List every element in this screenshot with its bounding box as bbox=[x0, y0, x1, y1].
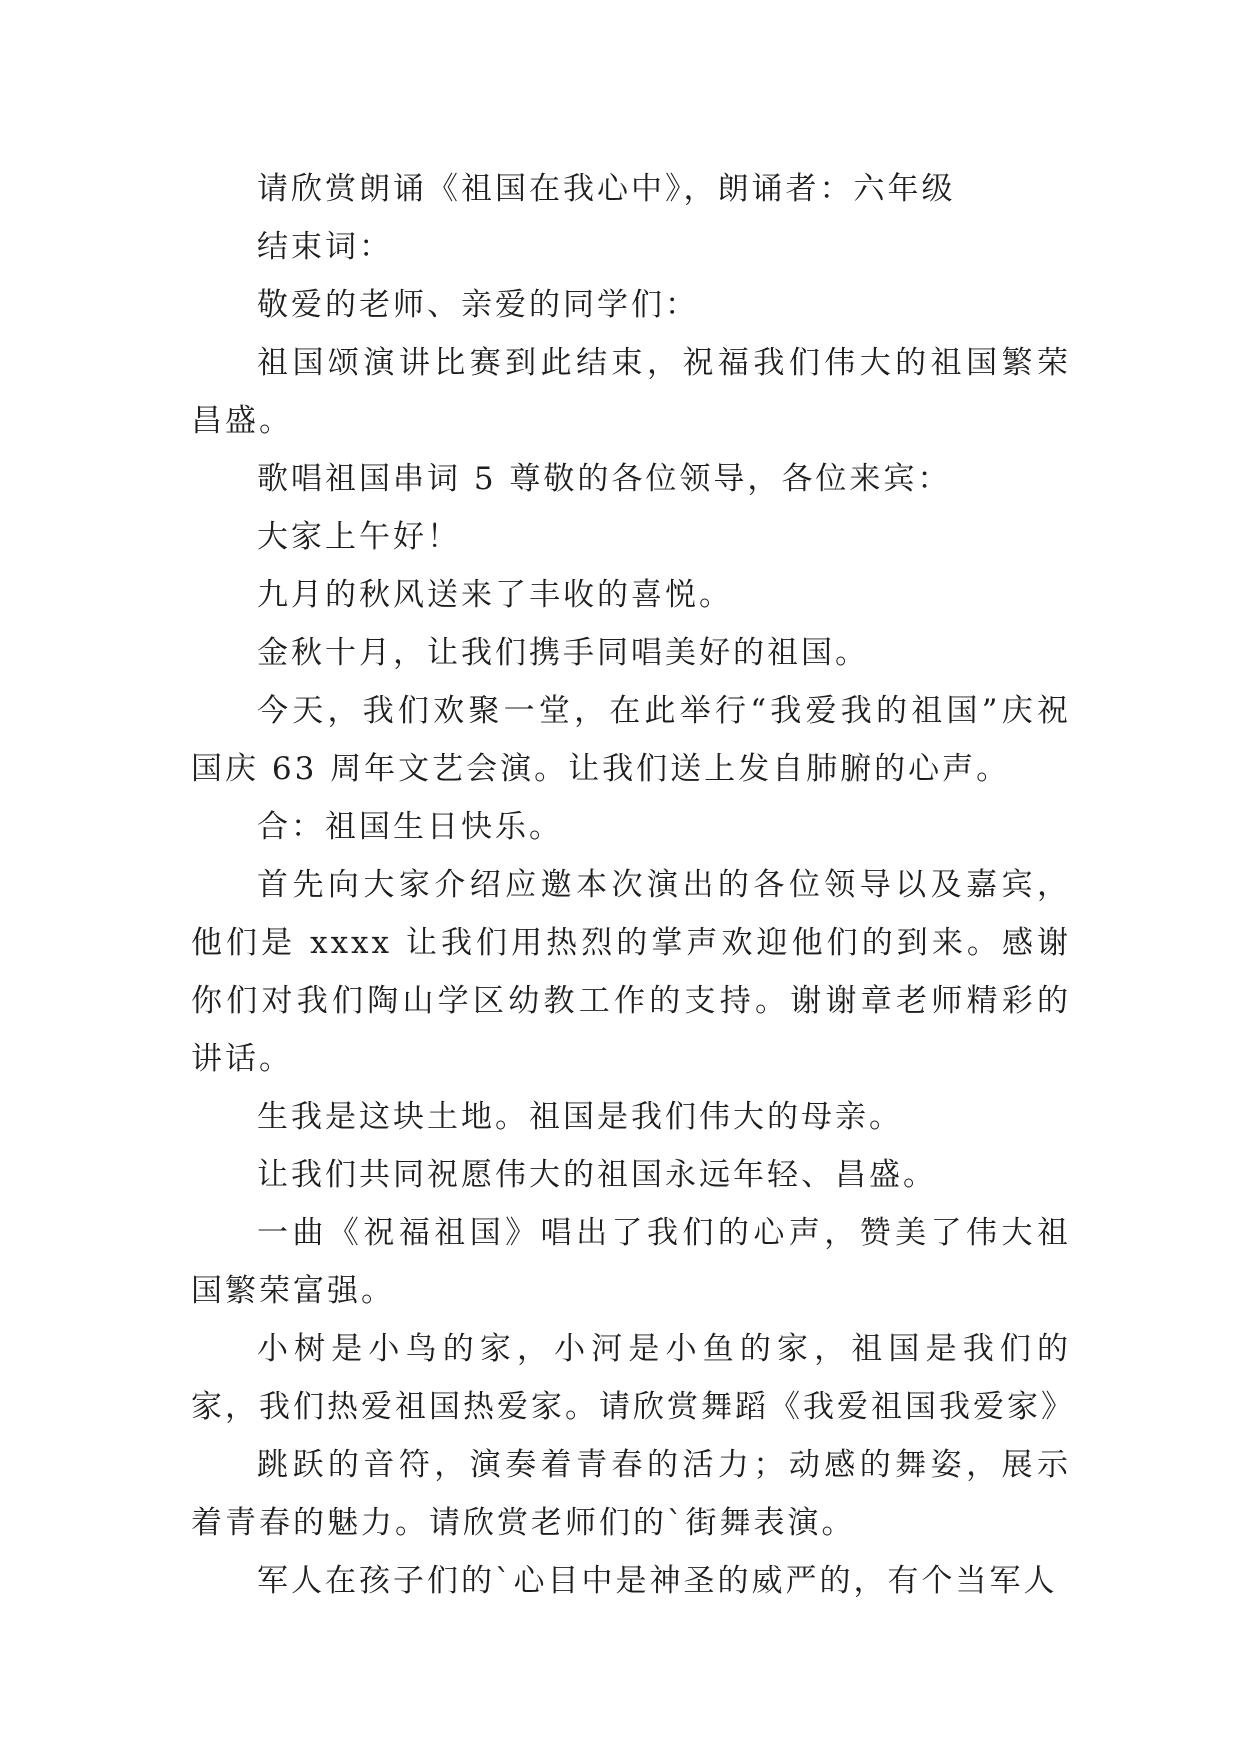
paragraph: 小树是小鸟的家，小河是小鱼的家，祖国是我们的家，我们热爱祖国热爱家。请欣赏舞蹈《我爱祖国我爱家》 bbox=[191, 1331, 1075, 1425]
paragraph: 生我是这块土地。祖国是我们伟大的母亲。 bbox=[257, 1099, 903, 1135]
paragraph: 让我们共同祝愿伟大的祖国永远年轻、昌盛。 bbox=[257, 1157, 937, 1193]
paragraph: 九月的秋风送来了丰收的喜悦。 bbox=[257, 577, 733, 613]
paragraph: 金秋十月，让我们携手同唱美好的祖国。 bbox=[257, 635, 869, 671]
paragraph: 祖国颂演讲比赛到此结束，祝福我们伟大的祖国繁荣昌盛。 bbox=[191, 345, 1071, 439]
paragraph: 结束词： bbox=[257, 229, 393, 265]
paragraph: 首先向大家介绍应邀本次演出的各位领导以及嘉宾，他们是 xxxx 让我们用热烈的掌声欢迎他们的到来。感谢你们对我们陶山学区幼教工作的支持。谢谢章老师精彩的讲话。 bbox=[191, 867, 1071, 1077]
paragraph: 今天，我们欢聚一堂，在此举行“我爱我的祖国”庆祝国庆 63 周年文艺会演。让我们送上发自肺腑的心声。 bbox=[191, 693, 1071, 787]
document-body bbox=[191, 160, 1075, 1610]
paragraph: 合：祖国生日快乐。 bbox=[257, 809, 563, 845]
paragraph: 跳跃的音符，演奏着青春的活力；动感的舞姿，展示着青春的魅力。请欣赏老师们的`街舞表演。 bbox=[191, 1447, 1071, 1541]
paragraph: 歌唱祖国串词 5 尊敬的各位领导，各位来宾： bbox=[257, 461, 952, 497]
paragraph: 军人在孩子们的`心目中是神圣的威严的，有个当军人 bbox=[257, 1563, 1058, 1599]
paragraph: 大家上午好！ bbox=[257, 519, 461, 555]
paragraph: 敬爱的老师、亲爱的同学们： bbox=[257, 287, 699, 323]
paragraph: 请欣赏朗诵《祖国在我心中》，朗诵者：六年级 bbox=[257, 171, 956, 207]
paragraph: 一曲《祝福祖国》唱出了我们的心声，赞美了伟大祖国繁荣富强。 bbox=[191, 1215, 1071, 1309]
